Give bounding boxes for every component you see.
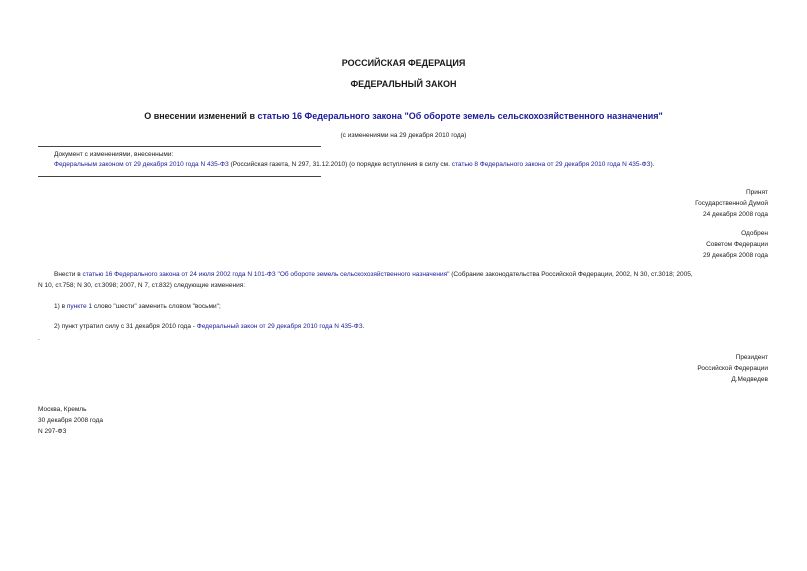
item1-rest: слово "шести" заменить словом "восьми"; (92, 303, 221, 310)
revision-note: (с изменениями на 29 декабря 2010 года) (340, 132, 467, 139)
item2-link[interactable]: Федеральный закон от 29 декабря 2010 года N 435-ФЗ (196, 323, 363, 330)
paragraph-dot: . (38, 335, 40, 342)
changes-intro: Документ с изменениями, внесенными: (54, 151, 174, 158)
law-title-prefix: О внесении изменений в (144, 111, 258, 121)
signature-office: Российской Федерации (697, 365, 768, 372)
item2-end: . (362, 323, 365, 330)
divider-top (38, 146, 321, 147)
paragraph-main-link[interactable]: статью 16 Федерального закона от 24 июля 2002 года N 101-ФЗ "Об обороте земель сельскохозяйственного назначения" (82, 271, 450, 278)
law-title (0, 111, 807, 121)
paragraph-main-rest1: (Собрание законодательства Российской Федерации, 2002, N 30, ст.3018; 2005, (449, 271, 693, 278)
paragraph-main-line1 (54, 270, 693, 279)
item1-link[interactable]: пункте 1 (66, 303, 93, 310)
place-location: Москва, Кремль (38, 406, 87, 413)
paragraph-item2 (54, 322, 364, 331)
adopted-body: Государственной Думой (695, 200, 768, 207)
law-title-link[interactable]: статью 16 Федерального закона "Об обороте земель сельскохозяйственного назначения" (257, 111, 663, 121)
changes-end: ). (650, 161, 655, 168)
signature-title: Президент (735, 354, 768, 361)
changes-line (54, 160, 654, 169)
paragraph-main-line2: N 10, ст.758; N 30, ст.3098; 2007, N 7, ст.832) следующие изменения: (38, 282, 246, 289)
paragraph-item1 (54, 302, 221, 311)
adopted-date: 24 декабря 2008 года (702, 211, 768, 218)
country-heading: РОССИЙСКАЯ ФЕДЕРАЦИЯ (341, 58, 466, 68)
approved-date: 29 декабря 2008 года (702, 252, 768, 259)
changes-link-article[interactable]: статью 8 Федерального закона от 29 декабря 2010 года N 435-ФЗ (451, 161, 651, 168)
changes-mid: (Российская газета, N 297, 31.12.2010) (о порядке вступления в силу см. (228, 161, 452, 168)
item2-prefix: 2) пункт утратил силу с 31 декабря 2010 года - (54, 323, 197, 330)
signature-name: Д.Медведев (731, 376, 768, 383)
divider-bottom (38, 176, 321, 177)
adopted-label: Принят (745, 189, 768, 196)
changes-link-law[interactable]: Федеральным законом от 29 декабря 2010 года N 435-ФЗ (54, 161, 229, 168)
approved-label: Одобрен (741, 230, 768, 237)
place-date: 30 декабря 2008 года (38, 417, 104, 424)
item1-prefix: 1) в (54, 303, 67, 310)
approved-body: Советом Федерации (706, 241, 768, 248)
paragraph-main-prefix: Внести в (54, 271, 83, 278)
law-number: N 297-ФЗ (38, 428, 67, 435)
law-type-heading: ФЕДЕРАЛЬНЫЙ ЗАКОН (350, 79, 457, 89)
